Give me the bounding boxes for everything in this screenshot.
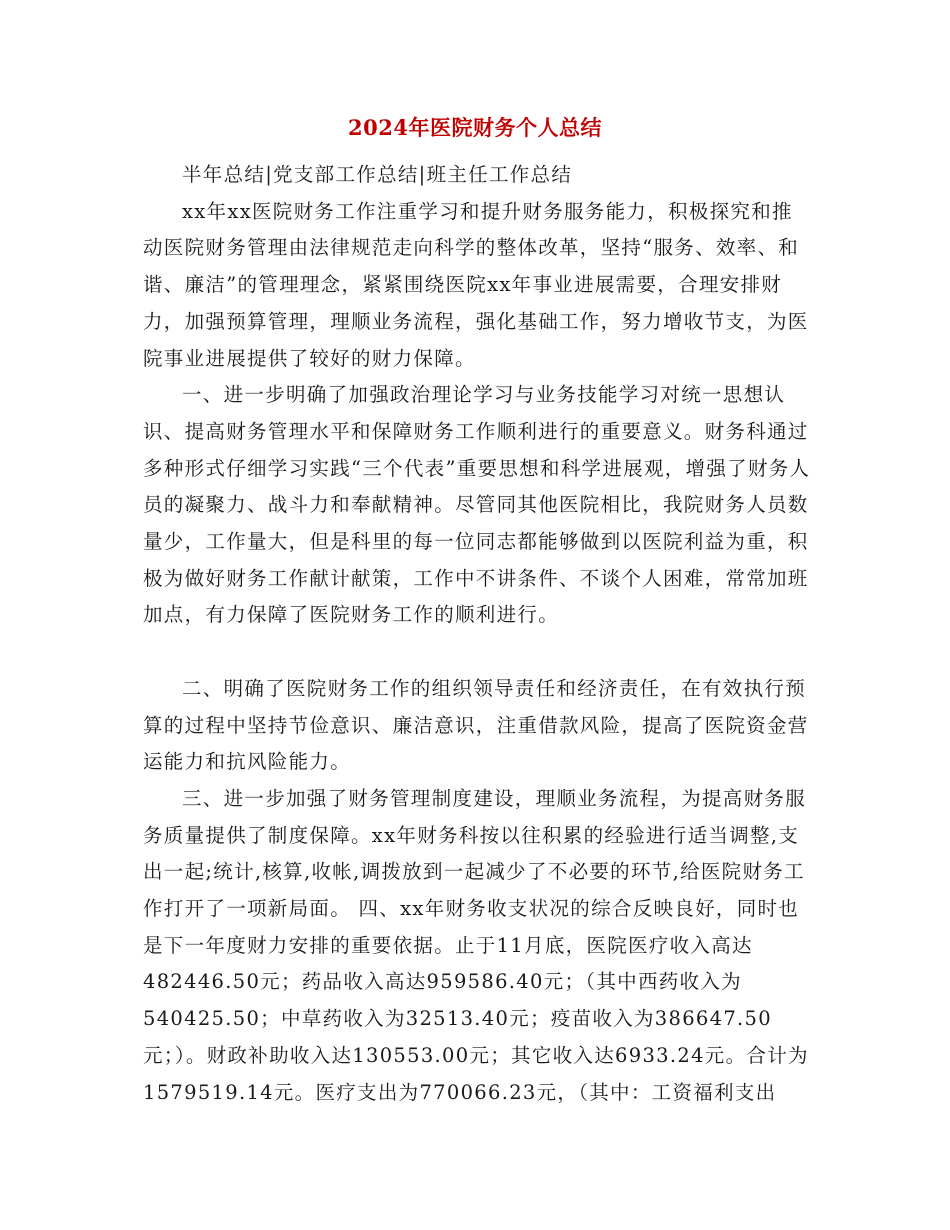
intro-paragraph: xx年xx医院财务工作注重学习和提升财务服务能力，积极探究和推动医院财务管理由法律规范走向科学的整体改革，坚持“服务、效率、和谐、廉洁”的管理理念，紧紧围绕医院xx年事业进展需要，合理安排财力，加强预算管理，理顺业务流程，强化基础工作，努力增收节支，为医院事业进展提供了较好的财力保障。: [143, 199, 809, 370]
section-one-paragraph: 一、进一步明确了加强政治理论学习与业务技能学习对统一思想认识、提高财务管理水平和保障财务工作顺利进行的重要意义。财务科通过多种形式仔细学习实践“三个代表”重要思想和科学进展观，增强了财务人员的凝聚力、战斗力和奉献精神。尽管同其他医院相比，我院财务人员数量少，工作量大，但是科里的每一位同志都能够做到以医院利益为重，积极为做好财务工作献计献策，工作中不讲条件、不谈个人困难，常常加班加点，有力保障了医院财务工作的顺利进行。: [143, 383, 811, 627]
section-three-four-paragraph: 三、进一步加强了财务管理制度建设，理顺业务流程，为提高财务服务质量提供了制度保障。xx年财务科按以往积累的经验进行适当调整,支出一起;统计,核算,收帐,调拨放到一起减少了不必要的环节,给医院财务工作打开了一项新局面。 四、xx年财务收支状况的综合反映良好，同时也是下一年度财力安排的重要依据。止于11月底，医院医疗收入高达482446.50元；药品收入高达959586.40元；（其中西药收入为540425.50；中草药收入为32513.40元；疫苗收入为386647.50元；）。财政补助收入达130553.00元；其它收入达6933.24元。合计为1579519.14元。医疗支出为770066.23元，（其中：工资福利支出: [143, 786, 809, 1104]
document-body: [143, 157, 813, 1111]
related-links-line: 半年总结|党支部工作总结|班主任工作总结: [182, 163, 573, 186]
section-two-paragraph: 二、明确了医院财务工作的组织领导责任和经济责任，在有效执行预算的过程中坚持节俭意识、廉洁意识，注重借款风险，提高了医院资金营运能力和抗风险能力。: [143, 676, 809, 774]
document-title: 2024年医院财务个人总结: [348, 115, 602, 140]
